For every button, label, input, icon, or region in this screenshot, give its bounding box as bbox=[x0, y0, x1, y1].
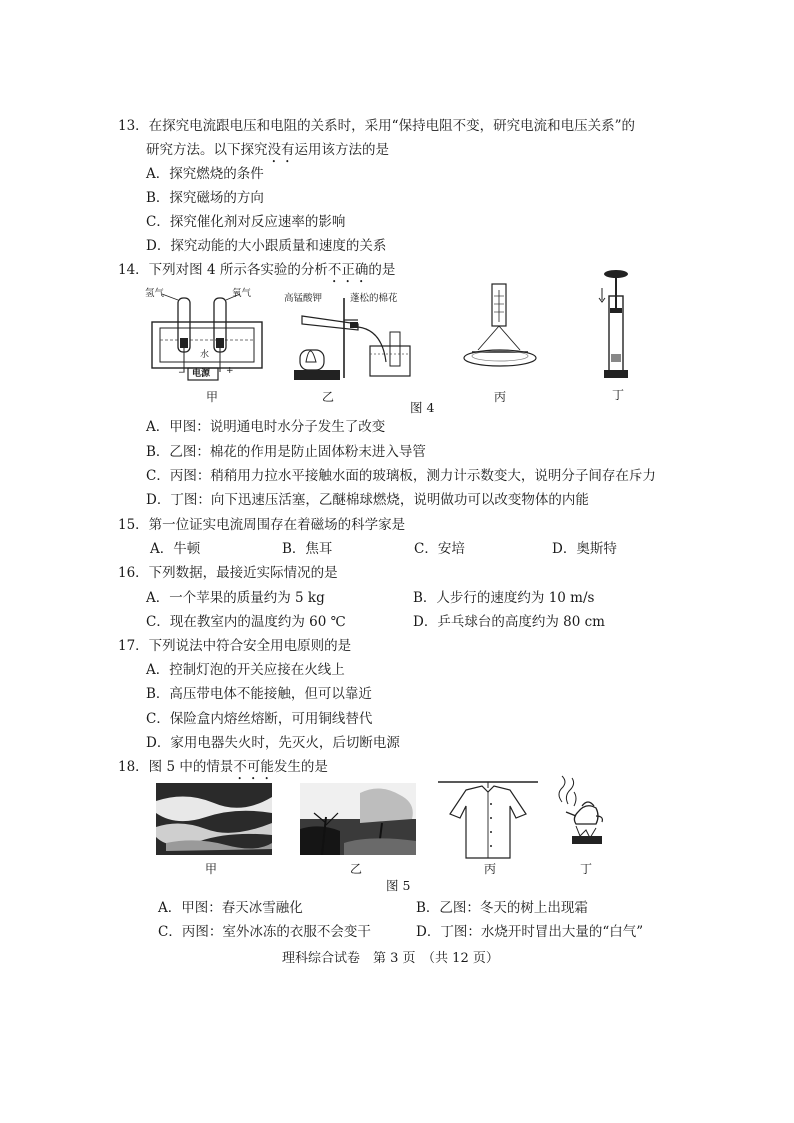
q16-option-b: B．人步行的速度约为 10 m/s bbox=[413, 590, 595, 606]
q13-option-d: D．探究动能的大小跟质量和速度的关系 bbox=[146, 238, 387, 254]
q16-option-d: D．乒乓球台的高度约为 80 cm bbox=[413, 614, 605, 630]
jia-right-gas-label: 氧气 bbox=[232, 288, 252, 299]
q17-option-a: A．控制灯泡的开关应接在火线上 bbox=[146, 662, 345, 678]
q18-stem bbox=[118, 758, 328, 783]
q13-stem-line2 bbox=[146, 141, 389, 166]
q18-option-d: D．丁图：水烧开时冒出大量的“白气” bbox=[416, 924, 644, 940]
figure5-label-ding: 丁 bbox=[580, 862, 593, 876]
figure4-yi-heating bbox=[286, 290, 426, 386]
q13-stem-text-end: 运用该方法的是 bbox=[294, 142, 389, 158]
q14-option-b: B．乙图：棉花的作用是防止固体粉末进入导管 bbox=[146, 444, 426, 460]
q16-option-a: A．一个苹果的质量约为 5 kg bbox=[146, 590, 325, 606]
q15-option-b: B．焦耳 bbox=[282, 541, 333, 557]
figure4-ding-piston-cylinder bbox=[596, 268, 636, 380]
q18-emphasis: 不可能 bbox=[233, 759, 274, 775]
q14-emphasis: 不正确 bbox=[327, 262, 369, 278]
q15-stem: 15．第一位证实电流周围存在着磁场的科学家是 bbox=[118, 517, 406, 533]
q14-option-a: A．甲图：说明通电时水分子发生了改变 bbox=[146, 419, 386, 435]
figure5-yi-frost-trees-photo bbox=[300, 783, 416, 855]
q16-option-c: C．现在教室内的温度约为 60 ℃ bbox=[146, 614, 346, 630]
page-footer: 理科综合试卷 第 3 页 （共 12 页） bbox=[282, 951, 499, 966]
figure5-ding-kettle-steam bbox=[552, 772, 622, 858]
q18-option-b: B．乙图：冬天的树上出现霜 bbox=[416, 900, 588, 916]
q14-option-d: D．丁图：向下迅速压活塞，乙醚棉球燃烧，说明做功可以改变物体的内能 bbox=[146, 492, 589, 508]
jia-minus-label: − bbox=[178, 368, 186, 378]
figure4-label-yi: 乙 bbox=[322, 390, 335, 404]
q14-stem-text-end: 的是 bbox=[368, 262, 396, 278]
figure5-label-bing: 丙 bbox=[484, 862, 497, 876]
q18-stem-text-end: 发生的是 bbox=[273, 759, 328, 775]
q13-option-c: C．探究催化剂对反应速率的影响 bbox=[146, 214, 346, 230]
jia-left-gas-label: 氢气 bbox=[145, 288, 165, 299]
jia-water-label: 水 bbox=[200, 350, 210, 360]
figure4-label-jia: 甲 bbox=[206, 390, 219, 404]
q14-stem bbox=[118, 261, 395, 286]
q17-option-b: B．高压带电体不能接触，但可以靠近 bbox=[146, 686, 372, 702]
q15-option-c: C．安培 bbox=[414, 541, 465, 557]
q17-option-d: D．家用电器失火时，先灭火，后切断电源 bbox=[146, 735, 400, 751]
figure5-label-jia: 甲 bbox=[205, 862, 218, 876]
jia-plus-label: + bbox=[226, 366, 234, 376]
figure5-jia-snow-photo bbox=[156, 783, 272, 855]
q17-stem: 17．下列说法中符合安全用电原则的是 bbox=[118, 638, 352, 654]
q16-stem: 16．下列数据，最接近实际情况的是 bbox=[118, 565, 338, 581]
q13-stem-text: 研究方法。以下探究 bbox=[146, 142, 268, 158]
figure4-label-bing: 丙 bbox=[494, 390, 507, 404]
figure4-caption: 图 4 bbox=[410, 400, 435, 415]
q18-stem-text: 18．图 5 中的情景 bbox=[118, 759, 234, 775]
figure5-caption: 图 5 bbox=[386, 878, 411, 893]
figure5-label-yi: 乙 bbox=[350, 862, 363, 876]
figure4-bing-glass-plate bbox=[462, 282, 542, 380]
q13-option-a: A．探究燃烧的条件 bbox=[146, 166, 264, 182]
q14-stem-text: 14．下列对图 4 所示各实验的分析 bbox=[118, 262, 328, 278]
q13-stem-line1: 13．在探究电流跟电压和电阻的关系时，采用“保持电阻不变，研究电流和电压关系”的 bbox=[118, 118, 635, 134]
q14-option-c: C．丙图：稍稍用力拉水平接触水面的玻璃板，测力计示数变大，说明分子间存在斥力 bbox=[146, 468, 656, 484]
q17-option-c: C．保险盒内熔丝熔断，可用铜线替代 bbox=[146, 711, 373, 727]
q18-option-c: C．丙图：室外冰冻的衣服不会变干 bbox=[158, 924, 371, 940]
q13-option-b: B．探究磁场的方向 bbox=[146, 190, 264, 206]
figure5-bing-frozen-shirt bbox=[436, 778, 540, 860]
jia-power-label: 电源 bbox=[192, 369, 211, 379]
yi-reagent-label: 高锰酸钾 bbox=[284, 293, 323, 304]
figure4-label-ding: 丁 bbox=[612, 388, 625, 402]
q13-emphasis: 没有 bbox=[267, 142, 295, 158]
q18-option-a: A．甲图：春天冰雪融化 bbox=[158, 900, 303, 916]
yi-cotton-label: 蓬松的棉花 bbox=[350, 293, 398, 304]
q15-option-a: A．牛顿 bbox=[150, 541, 201, 557]
q15-option-d: D．奥斯特 bbox=[552, 541, 617, 557]
